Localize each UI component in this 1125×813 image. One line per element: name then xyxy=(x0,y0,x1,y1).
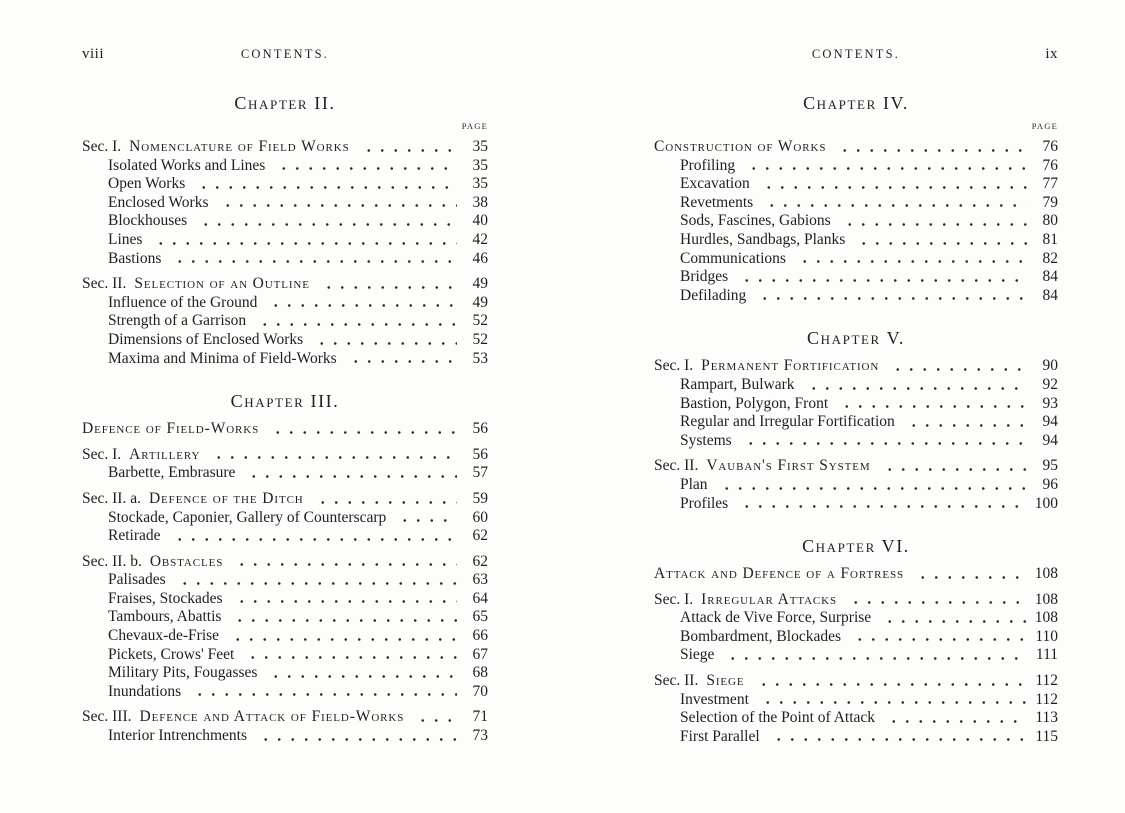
dot-leader xyxy=(833,138,1027,157)
dot-leader xyxy=(760,194,1027,213)
entry-page-number: 77 xyxy=(1042,175,1058,193)
entry-title: Pickets, Crows' Feet xyxy=(108,645,235,663)
entry-title: Profiles xyxy=(680,494,729,512)
entry-page-number: 63 xyxy=(472,571,488,589)
entry-title: Siege xyxy=(706,672,745,690)
dot-leader xyxy=(168,250,457,269)
entry-title: Excavation xyxy=(680,175,750,193)
chapter-block xyxy=(654,93,1058,305)
dot-leader xyxy=(902,413,1027,432)
entry-page-number: 65 xyxy=(472,608,488,626)
entry-page-number: 73 xyxy=(472,727,488,745)
dot-leader xyxy=(228,608,457,627)
entry-title: Construction of Works xyxy=(654,138,827,155)
chapter-block xyxy=(654,536,1058,746)
chapter-block xyxy=(82,391,488,746)
entry-page-number: 68 xyxy=(472,664,488,682)
toc-entry-row xyxy=(82,138,488,157)
toc-entry-row xyxy=(82,275,488,294)
toc-entry-row xyxy=(82,683,488,702)
entry-page-number: 76 xyxy=(1042,138,1058,155)
entry-page-number: 49 xyxy=(472,275,488,293)
toc-entry-row xyxy=(654,691,1058,710)
toc-entry-row xyxy=(654,194,1058,213)
entry-title: Palisades xyxy=(108,571,166,589)
entry-title: Regular and Irregular Fortification xyxy=(680,413,895,431)
entry-page-number: 108 xyxy=(1034,590,1058,608)
entry-page-number: 84 xyxy=(1042,268,1058,286)
entry-title: Vauban's First System xyxy=(706,457,871,475)
entry-title: Permanent Fortification xyxy=(701,357,880,375)
toc-entry-row xyxy=(82,590,488,609)
running-head-right xyxy=(654,46,1058,63)
entry-title: Systems xyxy=(680,431,732,449)
dot-leader xyxy=(254,727,457,746)
entry-title: Barbette, Embrasure xyxy=(108,464,236,482)
entry-section-label: Sec. II. b. xyxy=(82,552,142,570)
entry-title: Bastion, Polygon, Front xyxy=(680,394,829,412)
dot-leader xyxy=(735,495,1027,514)
dot-leader xyxy=(253,312,457,331)
dot-leader xyxy=(852,231,1027,250)
dot-leader xyxy=(878,457,1027,476)
folio-left: viii xyxy=(82,46,105,62)
dot-leader xyxy=(911,565,1027,584)
toc-entry-row xyxy=(654,672,1058,691)
entry-page-number: 115 xyxy=(1035,727,1058,745)
toc-entry-row xyxy=(82,312,488,331)
toc-entry-row xyxy=(654,591,1058,610)
entry-page-number: 100 xyxy=(1034,494,1058,512)
toc-entry-row xyxy=(654,175,1058,194)
entry-page-number: 59 xyxy=(472,489,488,507)
dot-leader xyxy=(310,331,457,350)
entry-page-number: 95 xyxy=(1042,457,1058,475)
entry-page-number: 40 xyxy=(472,212,488,230)
entry-title: Defence of the Ditch xyxy=(148,489,304,507)
toc-entry-row xyxy=(654,646,1058,665)
entry-title: Profiling xyxy=(680,156,736,174)
entry-title: Open Works xyxy=(108,175,186,193)
entry-page-number: 56 xyxy=(472,420,488,438)
entry-title: Interior Intrenchments xyxy=(108,727,248,745)
toc-entry-row xyxy=(654,628,1058,647)
dot-leader xyxy=(844,591,1027,610)
entry-page-number: 57 xyxy=(472,464,488,482)
entry-page-number: 94 xyxy=(1042,431,1058,449)
entry-title: Attack de Vive Force, Surprise xyxy=(680,609,872,627)
page-column-label: PAGE xyxy=(461,121,488,131)
toc-entry-row xyxy=(654,413,1058,432)
entry-page-number: 76 xyxy=(1042,156,1058,174)
right-page xyxy=(654,0,1058,746)
entry-title: Sods, Fascines, Gabions xyxy=(680,212,831,230)
entry-section-label: Sec. I. xyxy=(82,138,122,155)
dot-leader xyxy=(756,691,1027,710)
toc-entry-row xyxy=(82,464,488,483)
dot-leader xyxy=(149,231,457,250)
toc-entry-row xyxy=(82,231,488,250)
entry-title: First Parallel xyxy=(680,727,760,745)
dot-leader xyxy=(192,175,457,194)
dot-leader xyxy=(752,672,1028,691)
entry-title: Bombardment, Blockades xyxy=(680,627,841,645)
toc-entry-row xyxy=(82,527,488,546)
entry-title: Stockade, Caponier, Gallery of Counterscarp xyxy=(108,508,387,526)
toc-entry-row xyxy=(82,664,488,683)
entry-title: Attack and Defence of a Fortress xyxy=(654,565,904,583)
entry-title: Revetments xyxy=(680,193,754,211)
dot-leader xyxy=(311,490,457,509)
entry-title: Obstacles xyxy=(149,552,224,570)
toc-entry-row xyxy=(82,331,488,350)
entry-title: Investment xyxy=(680,690,749,708)
entry-page-number: 42 xyxy=(472,230,488,248)
toc-entry-row xyxy=(82,194,488,213)
entry-title: Artillery xyxy=(129,445,201,463)
entry-page-number: 82 xyxy=(1042,249,1058,267)
chapter-heading: Chapter V. xyxy=(807,328,905,349)
entry-title: Communications xyxy=(680,249,786,267)
entry-page-number: 52 xyxy=(472,312,488,330)
toc-entry-row xyxy=(82,350,488,369)
entry-title: Influence of the Ground xyxy=(108,293,258,311)
entry-page-number: 53 xyxy=(472,349,488,367)
running-head-title-right: CONTENTS. xyxy=(811,47,901,61)
toc-entry-row xyxy=(654,395,1058,414)
dot-leader xyxy=(344,350,457,369)
toc-entry-row xyxy=(82,420,488,439)
entry-page-number: 38 xyxy=(472,193,488,211)
dot-leader xyxy=(767,728,1027,747)
entry-title: Strength of a Garrison xyxy=(108,312,247,330)
dot-leader xyxy=(848,628,1027,647)
entry-page-number: 60 xyxy=(472,508,488,526)
toc-entry-row xyxy=(82,727,488,746)
entry-page-number: 62 xyxy=(472,552,488,570)
toc-entry-row xyxy=(82,608,488,627)
entry-title: Bastions xyxy=(108,249,162,267)
toc-entry-row xyxy=(82,446,488,465)
entry-page-number: 81 xyxy=(1042,230,1058,248)
toc-entry-row xyxy=(654,495,1058,514)
dot-leader xyxy=(753,287,1027,306)
toc-entry-row xyxy=(82,627,488,646)
entry-title: Irregular Attacks xyxy=(701,590,838,608)
entry-page-number: 35 xyxy=(472,138,488,155)
entry-title: Defence of Field-Works xyxy=(82,420,260,438)
toc-entry-row xyxy=(654,376,1058,395)
entry-page-number: 35 xyxy=(472,175,488,193)
toc-entry-row xyxy=(82,708,488,727)
toc-entry-row xyxy=(654,138,1058,157)
entry-section-label: Sec. I. xyxy=(82,445,122,463)
page-column-label: PAGE xyxy=(1031,121,1058,131)
dot-leader xyxy=(230,590,457,609)
toc-entry-row xyxy=(82,509,488,528)
toc-entry-row xyxy=(82,250,488,269)
dot-leader xyxy=(735,268,1027,287)
dot-leader xyxy=(721,646,1027,665)
dot-leader xyxy=(216,194,458,213)
dot-leader xyxy=(207,446,457,465)
toc-entry-row xyxy=(654,287,1058,306)
entry-page-number: 66 xyxy=(472,627,488,645)
entry-page-number: 79 xyxy=(1042,193,1058,211)
entry-page-number: 90 xyxy=(1042,357,1058,375)
toc-entry-row xyxy=(654,157,1058,176)
dot-leader xyxy=(264,664,457,683)
toc-entry-row xyxy=(654,565,1058,584)
entry-title: Defilading xyxy=(680,286,747,304)
entry-page-number: 110 xyxy=(1035,627,1058,645)
toc-entry-row xyxy=(654,609,1058,628)
dot-leader xyxy=(272,157,457,176)
entry-page-number: 94 xyxy=(1042,413,1058,431)
entry-page-number: 112 xyxy=(1035,690,1058,708)
dot-leader xyxy=(264,294,457,313)
dot-leader xyxy=(882,709,1027,728)
entry-section-label: Sec. III. xyxy=(82,708,132,726)
entry-title: Retirade xyxy=(108,527,161,545)
entry-page-number: 108 xyxy=(1034,609,1058,627)
entry-page-number: 96 xyxy=(1042,475,1058,493)
entry-page-number: 93 xyxy=(1042,394,1058,412)
toc-entry-row xyxy=(654,709,1058,728)
entry-title: Siege xyxy=(680,646,715,664)
entry-title: Defence and Attack of Field-Works xyxy=(139,708,405,726)
entry-title: Chevaux-de-Frise xyxy=(108,627,220,645)
entry-title: Inundations xyxy=(108,682,182,700)
dot-leader xyxy=(793,250,1027,269)
entry-title: Enclosed Works xyxy=(108,193,209,211)
entry-title: Plan xyxy=(680,475,708,493)
dot-leader xyxy=(739,432,1027,451)
toc-entry-row xyxy=(82,294,488,313)
running-head-left xyxy=(82,46,488,63)
toc-entry-row xyxy=(654,357,1058,376)
entry-page-number: 71 xyxy=(472,708,488,726)
dot-leader xyxy=(317,275,457,294)
dot-leader xyxy=(878,609,1027,628)
dot-leader xyxy=(393,509,457,528)
chapter-block xyxy=(654,328,1058,513)
entry-page-number: 35 xyxy=(472,156,488,174)
entry-page-number: 62 xyxy=(472,527,488,545)
entry-page-number: 64 xyxy=(472,589,488,607)
chapter-heading: Chapter VI. xyxy=(802,536,910,557)
chapter-heading: Chapter III. xyxy=(230,391,340,412)
dot-leader xyxy=(715,476,1027,495)
dot-leader xyxy=(194,212,457,231)
toc-entry-row xyxy=(82,490,488,509)
entry-page-number: 70 xyxy=(472,682,488,700)
left-page xyxy=(82,0,488,746)
dot-leader xyxy=(835,395,1027,414)
toc-entry-row xyxy=(654,250,1058,269)
entry-page-number: 111 xyxy=(1035,646,1058,664)
dot-leader xyxy=(838,212,1027,231)
entry-title: Bridges xyxy=(680,268,729,286)
entry-page-number: 56 xyxy=(472,445,488,463)
entry-title: Rampart, Bulwark xyxy=(680,375,795,393)
toc-entry-row xyxy=(82,212,488,231)
entry-page-number: 80 xyxy=(1042,212,1058,230)
toc-entry-row xyxy=(82,553,488,572)
dot-leader xyxy=(226,627,457,646)
dot-leader xyxy=(357,138,457,157)
dot-leader xyxy=(802,376,1027,395)
left-page-chapters xyxy=(82,93,488,746)
entry-page-number: 52 xyxy=(472,330,488,348)
chapter-block xyxy=(82,93,488,368)
entry-section-label: Sec. I. xyxy=(654,357,694,375)
running-head-title-left: CONTENTS. xyxy=(240,47,330,61)
dot-leader xyxy=(411,708,457,727)
toc-entry-row xyxy=(654,432,1058,451)
toc-entry-row xyxy=(654,457,1058,476)
dot-leader xyxy=(886,357,1027,376)
entry-title: Nomenclature of Field Works xyxy=(129,138,350,155)
chapter-heading: Chapter II. xyxy=(234,93,336,113)
toc-entry-row xyxy=(82,571,488,590)
entry-section-label: Sec. I. xyxy=(654,590,694,608)
entry-section-label: Sec. II. xyxy=(654,672,699,690)
right-page-chapters xyxy=(654,93,1058,746)
entry-title: Hurdles, Sandbags, Planks xyxy=(680,230,846,248)
toc-entry-row xyxy=(654,728,1058,747)
dot-leader xyxy=(241,646,457,665)
entry-title: Isolated Works and Lines xyxy=(108,156,266,174)
toc-entry-row xyxy=(82,175,488,194)
entry-section-label: Sec. II. xyxy=(82,275,127,293)
folio-right: ix xyxy=(1045,46,1058,62)
entry-page-number: 92 xyxy=(1042,375,1058,393)
entry-section-label: Sec. II. xyxy=(654,457,699,475)
entry-title: Dimensions of Enclosed Works xyxy=(108,330,304,348)
entry-page-number: 112 xyxy=(1035,672,1058,690)
entry-page-number: 46 xyxy=(472,249,488,267)
entry-title: Blockhouses xyxy=(108,212,188,230)
dot-leader xyxy=(266,420,457,439)
entry-page-number: 67 xyxy=(472,645,488,663)
dot-leader xyxy=(168,527,457,546)
entry-page-number: 49 xyxy=(472,293,488,311)
dot-leader xyxy=(173,571,457,590)
dot-leader xyxy=(242,464,457,483)
entry-title: Fraises, Stockades xyxy=(108,589,223,607)
toc-entry-row xyxy=(654,476,1058,495)
entry-title: Lines xyxy=(108,230,143,248)
dot-leader xyxy=(757,175,1027,194)
entry-page-number: 108 xyxy=(1034,565,1058,583)
chapter-heading: Chapter IV. xyxy=(803,93,909,113)
dot-leader xyxy=(230,553,457,572)
entry-page-number: 113 xyxy=(1035,709,1058,727)
entry-title: Military Pits, Fougasses xyxy=(108,664,258,682)
entry-title: Selection of an Outline xyxy=(134,275,310,293)
toc-entry-row xyxy=(654,268,1058,287)
toc-entry-row xyxy=(82,646,488,665)
toc-entry-row xyxy=(654,231,1058,250)
entry-page-number: 84 xyxy=(1042,286,1058,304)
dot-leader xyxy=(742,157,1027,176)
entry-title: Tambours, Abattis xyxy=(108,608,222,626)
entry-section-label: Sec. II. a. xyxy=(82,489,141,507)
dot-leader xyxy=(188,683,457,702)
toc-entry-row xyxy=(654,212,1058,231)
entry-title: Selection of the Point of Attack xyxy=(680,709,876,727)
toc-entry-row xyxy=(82,157,488,176)
entry-title: Maxima and Minima of Field-Works xyxy=(108,349,337,367)
